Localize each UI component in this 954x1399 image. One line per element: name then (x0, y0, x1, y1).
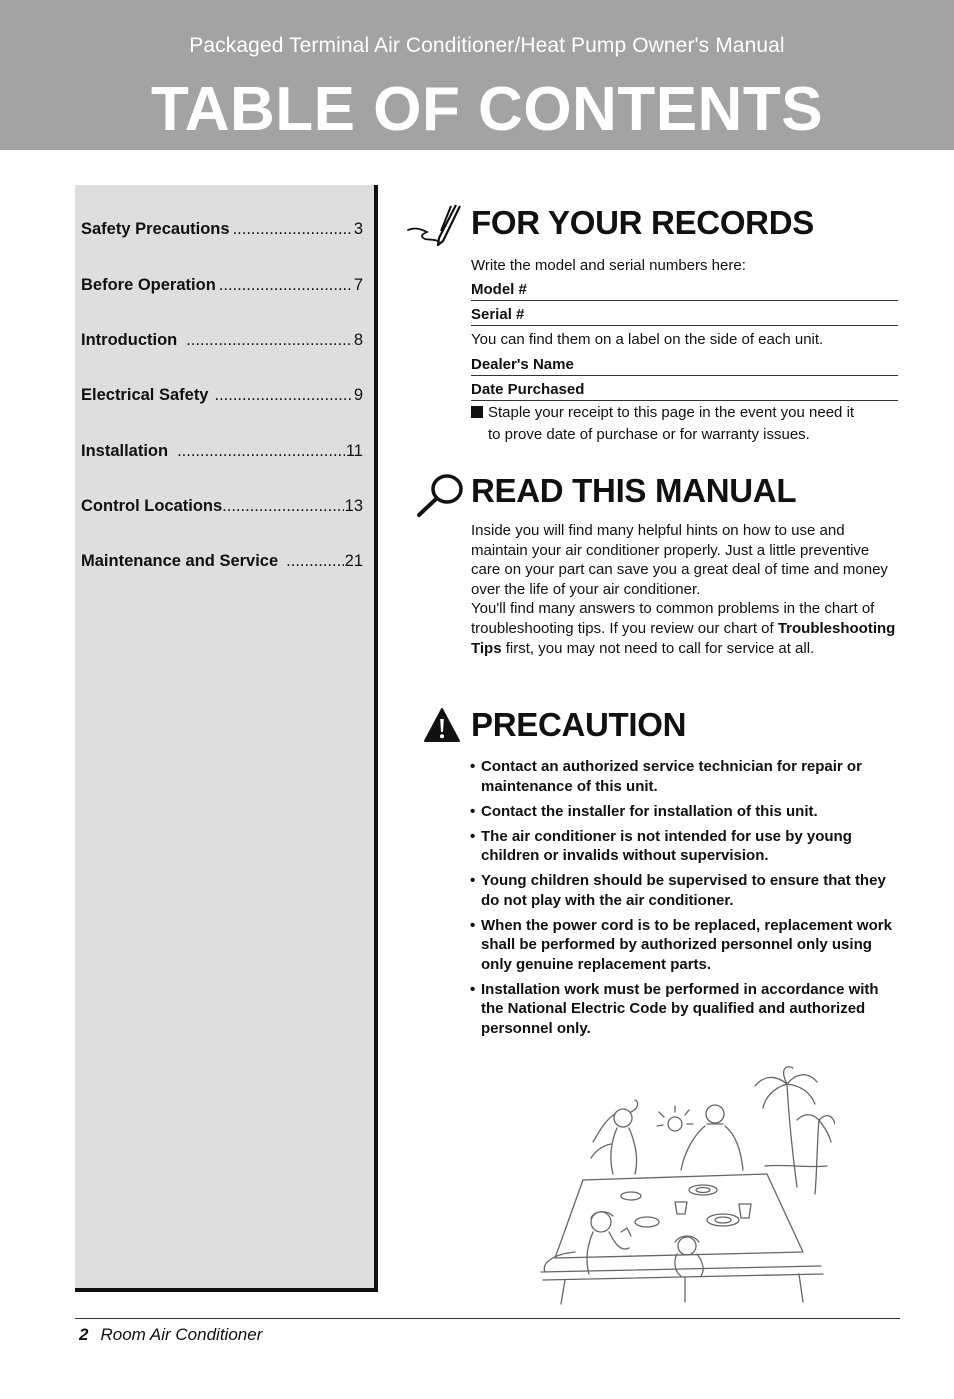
toc-item-control-locations[interactable]: Control Locations ..... 13 (81, 497, 363, 516)
footer-text: Room Air Conditioner (100, 1325, 263, 1344)
dealer-line (471, 375, 898, 376)
manual-paragraph-2: You'll find many answers to common problems in the chart of troubleshooting tips. If you review our chart of Troubleshooting Tips first, you may not need to call for service at all. (471, 600, 896, 657)
pen-writing-icon (405, 203, 465, 249)
toc-item-electrical-safety[interactable]: Electrical Safety ..... 9 (81, 386, 363, 405)
records-intro: Write the model and serial numbers here: (471, 257, 746, 274)
magnifier-icon (414, 473, 466, 519)
dealer-label: Dealer's Name (471, 356, 574, 373)
toc-item-before-operation[interactable]: Before Operation ..... 7 (81, 276, 363, 295)
warning-icon (423, 707, 461, 743)
square-bullet-icon (471, 406, 483, 418)
manual-text (471, 521, 901, 658)
picnic-family-illustration (535, 1062, 835, 1307)
label-note: You can find them on a label on the side of each unit. (471, 331, 824, 348)
precaution-item: • Contact an authorized service technician for repair or maintenance of this unit. (470, 758, 862, 795)
precaution-item: • Contact the installer for installation of this unit. (470, 802, 818, 820)
staple-note-line2: to prove date of purchase or for warranty issues. (488, 426, 810, 443)
precaution-item: • The air conditioner is not intended for use by young children or invalids without supervision. (470, 827, 852, 864)
model-label: Model # (471, 281, 527, 298)
precaution-list (470, 757, 905, 1044)
footer-line (75, 1318, 900, 1319)
date-label: Date Purchased (471, 381, 585, 398)
toc-item-safety[interactable]: Safety Precautions ..... 3 (81, 220, 363, 239)
precaution-item: • Installation work must be performed in accordance with the National Electric Code by qualified and authorized personnel only. (470, 980, 879, 1037)
precaution-item: • When the power cord is to be replaced, replacement work shall be performed by authorized personnel only using only genuine replacement parts. (470, 916, 892, 973)
header-banner (0, 0, 954, 150)
toc-panel (75, 185, 378, 1292)
serial-line (471, 325, 898, 326)
records-title: FOR YOUR RECORDS (471, 204, 814, 241)
manual-title: READ THIS MANUAL (471, 472, 797, 509)
staple-note-line1: Staple your receipt to this page in the event you need it (488, 404, 855, 421)
precaution-title: PRECAUTION (471, 706, 687, 743)
toc-item-introduction[interactable]: Introduction ..... 8 (81, 331, 363, 350)
model-line (471, 300, 898, 301)
manual-paragraph-1: Inside you will find many helpful hints on how to use and maintain your air conditioner properly. Just a little preventive care on your part can save you a great deal of time and money over the life of your air conditioner. (471, 522, 888, 598)
manual-subtitle: Packaged Terminal Air Conditioner/Heat Pump Owner's Manual (189, 34, 785, 57)
troubleshooting-tips-ref: Troubleshooting Tips (471, 619, 896, 657)
toc-item-maintenance[interactable]: Maintenance and Service ..... 21 (81, 552, 363, 571)
serial-label: Serial # (471, 306, 525, 323)
page-title: TABLE OF CONTENTS (150, 75, 824, 144)
toc-item-installation[interactable]: Installation ..... 11 (81, 442, 363, 461)
precaution-item: • Young children should be supervised to ensure that they do not play with the air conditioner. (470, 872, 886, 909)
page-number: 2 (79, 1325, 89, 1344)
page-footer (79, 1325, 262, 1345)
date-line (471, 400, 898, 401)
